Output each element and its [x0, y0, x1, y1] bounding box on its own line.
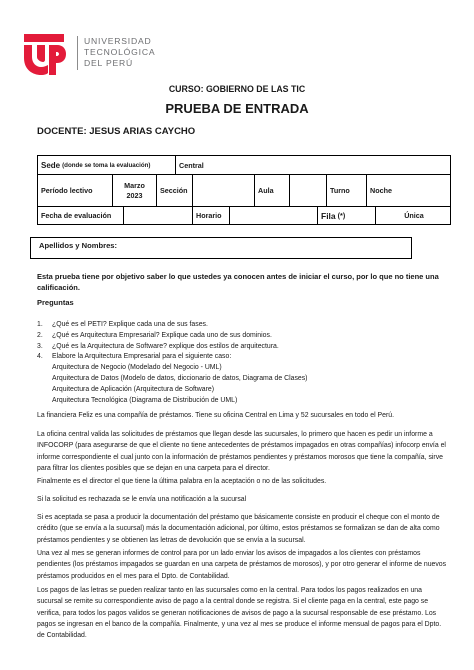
sede-note: (donde se toma la evaluación) [62, 161, 151, 169]
architecture-subitem: Arquitectura de Negocio (Modelado del Negocio - UML) [52, 364, 222, 372]
fila-label-cell [317, 207, 375, 224]
case-paragraph-7: Los pagos de las letras se pueden realizar tanto en las sucursales como en la central. Para todos los pagos realizados en una sucursal se remite su correspondiente aviso de pago a la central donde se registra. Si el cliente paga en la central, este pago se verifica, para todos los pagos validos se generan notificaciones de avisos de pago a la sucursal responsable de ese préstamo. Los pagos se ingresan en el banco de la compañía. Finalmente, y una vez al mes se produce el informe mensual de pagos para el Dpto. de Contabilidad. [37, 587, 442, 640]
question-text: Elabore la Arquitectura Empresarial para el siguiente caso: [52, 353, 232, 361]
case-paragraph-3: Finalmente es el director el que tiene la última palabra en la aceptación o no de las solicitudes. [37, 478, 327, 485]
exam-objective: Esta prueba tiene por objetivo saber lo que ustedes ya conocen antes de iniciar el curso, por lo que no tiene una calificación. [37, 272, 439, 292]
case-paragraph-2: La oficina central valida las solicitudes de préstamos que llegan desde las sucursales, lo primero que hacen es pedir un informe a INFOCORP (para asegurarse de que el cliente no tiene antecedentes de préstamos impagados en otras compañías) infocorp envía el informe correspondiente el cual junto con la información de préstamos pendientes y préstamos morosos que tiene la compañía, sirve para filtrar los clientes posibles que se dejan en una carpeta para el director. [37, 431, 446, 472]
fila-value[interactable]: Única [375, 207, 452, 224]
question-text: ¿Qué es Arquitectura Empresarial? Explique cada uno de sus dominios. [52, 331, 272, 339]
case-paragraph-4: Si la solicitud es rechazada se le envía una notificación a la sucursal [37, 496, 247, 503]
teacher-name: DOCENTE: JESUS ARIAS CAYCHO [37, 126, 196, 137]
case-paragraph-5: Si es aceptada se pasa a producir la documentación del préstamo que básicamente consiste en producir el cheque con el monto de crédito (que se envía a la sucursal) más la documentación adicional, por último, estos préstamos se formalizan se dan de alta como préstamos pendientes y se obtienen las letras de devolución que se envía a la sucursal. [37, 514, 440, 544]
table-row-sede [38, 156, 450, 175]
aula-value[interactable] [289, 175, 326, 206]
architecture-subitem: Arquitectura de Datos (Modelo de datos, diccionario de datos, Diagrama de Clases) [52, 374, 308, 382]
questions-heading: Preguntas [37, 298, 74, 307]
sede-value[interactable]: Central [175, 156, 452, 174]
horario-value[interactable] [229, 207, 317, 224]
seccion-value[interactable] [192, 175, 254, 206]
fecha-value[interactable] [123, 207, 192, 224]
case-paragraph-1: La financiera Feliz es una compañía de préstamos. Tiene su oficina Central en Lima y 52 sucursales en todo el Perú. [37, 412, 394, 419]
course-title: CURSO: GOBIERNO DE LAS TIC [168, 84, 306, 94]
case-paragraph-6: Una vez al mes se generan informes de control para por un lado enviar los avisos de impagados a los clientes con préstamos pendientes (los préstamos impagados se guardan en una carpeta de préstamos de morosos), y por otro generar el informe de nuevos préstamos producidos en el mes para el Dpto. de Contabilidad. [37, 550, 447, 580]
question-text: ¿Qué es la Arquitectura de Software? explique dos estilos de arquitectura. [52, 342, 279, 350]
exam-info-table [37, 155, 451, 225]
university-name [84, 36, 155, 69]
fila-label: Fila [321, 210, 336, 221]
periodo-value[interactable] [112, 175, 156, 206]
question-item [37, 320, 447, 331]
table-row-periodo [38, 175, 450, 207]
question-text: ¿Qué es el PETI? Explique cada una de sus fases. [52, 321, 208, 328]
turno-label: Turno [326, 175, 366, 206]
sede-label: Sede [41, 160, 61, 170]
university-name-line-1: UNIVERSIDAD [84, 36, 152, 46]
student-name-label: Apellidos y Nombres: [39, 241, 118, 250]
turno-value[interactable]: Noche [366, 175, 452, 206]
exam-title: PRUEBA DE ENTRADA [165, 101, 309, 116]
question-number: 3. [37, 342, 43, 350]
utp-logo-icon [20, 30, 68, 76]
aula-label: Aula [254, 175, 289, 206]
table-row-fecha [38, 207, 450, 224]
periodo-month: Marzo [124, 180, 145, 190]
architecture-subitem: Arquitectura Tecnológica (Diagrama de Distribución de UML) [52, 396, 238, 404]
periodo-year: 2023 [126, 190, 143, 200]
periodo-label: Período lectivo [41, 186, 93, 195]
question-number: 4. [37, 353, 43, 361]
logo-divider [77, 36, 78, 70]
question-number: 2. [37, 331, 43, 339]
question-item [37, 331, 447, 342]
sede-label-cell [38, 156, 175, 174]
horario-label: Horario [192, 207, 229, 224]
university-logo [20, 30, 180, 80]
fecha-label: Fecha de evaluación [41, 211, 112, 220]
architecture-subitem: Arquitectura de Aplicación (Arquitectura de Software) [52, 385, 215, 393]
question-number: 1. [37, 321, 43, 328]
university-name-line-3: DEL PERÚ [84, 58, 134, 68]
university-name-line-2: TECNOLÓGICA [84, 47, 156, 57]
seccion-label: Sección [156, 175, 192, 206]
question-item [37, 352, 447, 363]
question-list [37, 320, 447, 406]
question-item [37, 342, 447, 353]
fila-note: (*) [337, 211, 346, 220]
student-name-field[interactable] [30, 237, 412, 259]
